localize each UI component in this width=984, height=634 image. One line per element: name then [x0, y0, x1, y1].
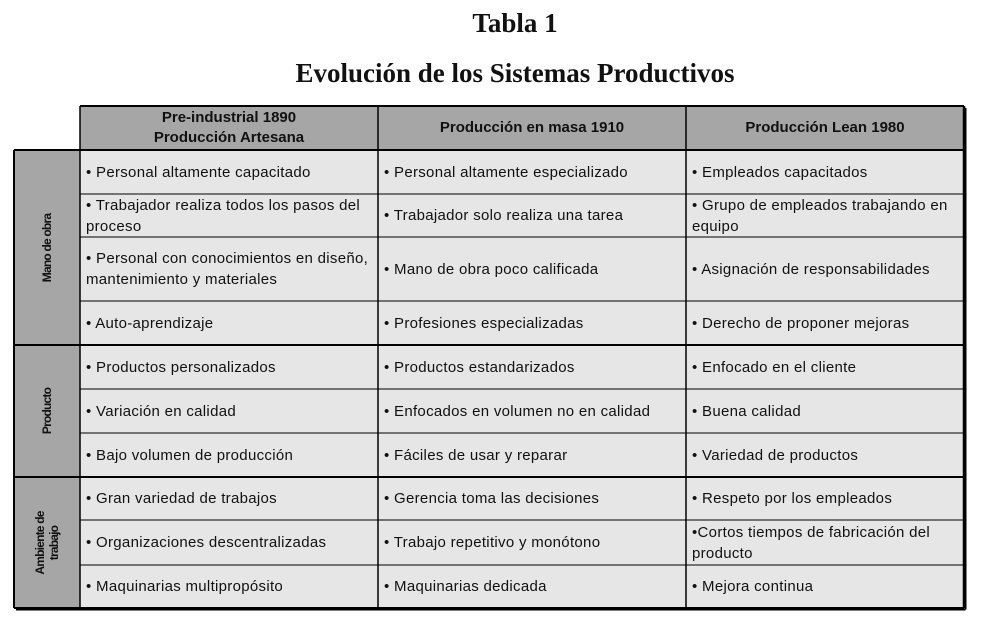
- column-header: [686, 106, 964, 150]
- column-header: [378, 106, 686, 150]
- table-number: Tabla 1: [472, 8, 558, 38]
- row-group-label-line: Mano de obra: [40, 213, 54, 282]
- row-group-label-line: trabajo: [47, 525, 61, 560]
- column-header-line: Producción en masa 1910: [439, 119, 625, 136]
- table-cell: [686, 345, 964, 389]
- row-group-label-text: [40, 213, 54, 281]
- table-cell: [378, 345, 686, 389]
- table-cell: [686, 150, 964, 194]
- table-cell: [80, 389, 378, 433]
- cell-text: • Enfocados en volumen no en calidad: [384, 402, 651, 420]
- cell-text: • Personal con conocimientos en diseño, mantenimiento y materiales: [86, 250, 369, 288]
- cell-text: • Derecho de proponer mejoras: [692, 314, 910, 332]
- table-cell: [378, 194, 686, 237]
- row-group-label: [14, 477, 80, 608]
- table-cell: [686, 433, 964, 477]
- cell-text: • Mejora continua: [692, 578, 814, 595]
- table-cell: [80, 237, 378, 301]
- row-group-label: [14, 345, 80, 477]
- cell-text: • Trabajo repetitivo y monótono: [384, 534, 601, 551]
- column-header-line: Producción Lean 1980: [745, 119, 905, 136]
- cell-text: • Respeto por los empleados: [692, 490, 893, 507]
- table-cell: [686, 301, 964, 345]
- cell-text: • Buena calidad: [692, 402, 801, 420]
- table-cell: [686, 237, 964, 301]
- cell-text: • Asignación de responsabilidades: [692, 260, 930, 278]
- table-cell: [378, 150, 686, 194]
- cell-text: • Fáciles de usar y reparar: [384, 446, 568, 464]
- cell-text: • Gerencia toma las decisiones: [384, 490, 600, 507]
- table-cell: [686, 520, 964, 565]
- table-cell: [378, 301, 686, 345]
- table-cell: [80, 433, 378, 477]
- cell-text: • Personal altamente especializado: [384, 163, 628, 181]
- table-cell: [686, 389, 964, 433]
- row-group-label-text: [33, 511, 61, 574]
- table-cell: [686, 194, 964, 237]
- table-cell: [80, 345, 378, 389]
- table-cell: [378, 433, 686, 477]
- cell-text: • Organizaciones descentralizadas: [86, 534, 327, 551]
- table-cell: [378, 389, 686, 433]
- cell-text: • Variación en calidad: [86, 402, 236, 420]
- cell-text: • Trabajador solo realiza una tarea: [384, 207, 624, 224]
- row-group-label-line: Producto: [40, 387, 54, 435]
- cell-text: • Maquinarias dedicada: [384, 578, 547, 595]
- cell-text: • Productos personalizados: [86, 358, 276, 376]
- cell-text: •Cortos tiempos de fabricación del producto: [692, 523, 931, 562]
- row-group-label-text: [40, 388, 54, 434]
- row-group-label-line: Ambiente de: [33, 510, 47, 575]
- table-cell: [80, 194, 378, 237]
- table-cell: [378, 477, 686, 520]
- cell-text: • Personal altamente capacitado: [86, 163, 311, 181]
- table-title: Evolución de los Sistemas Productivos: [295, 58, 735, 88]
- table-cell: [80, 150, 378, 194]
- row-group-label: [14, 150, 80, 345]
- cell-text: • Grupo de empleados trabajando en equipo: [692, 196, 948, 235]
- cell-text: • Empleados capacitados: [692, 163, 868, 181]
- table-cell: [378, 565, 686, 608]
- table-cell: [378, 237, 686, 301]
- table-cell: [686, 565, 964, 608]
- cell-text: • Enfocado en el cliente: [692, 358, 857, 376]
- cell-text: • Auto-aprendizaje: [86, 314, 214, 332]
- cell-text: • Maquinarias multipropósito: [86, 578, 284, 595]
- cell-text: • Variedad de productos: [692, 446, 859, 464]
- cell-text: • Profesiones especializadas: [384, 314, 584, 332]
- cell-text: • Mano de obra poco calificada: [384, 260, 599, 278]
- cell-text: • Gran variedad de trabajos: [86, 490, 277, 507]
- table-cell: [378, 520, 686, 565]
- table-cell: [80, 301, 378, 345]
- table-cell: [80, 565, 378, 608]
- cell-text: • Trabajador realiza todos los pasos del proceso: [86, 196, 361, 235]
- cell-text: • Productos estandarizados: [384, 358, 575, 376]
- table-cell: [80, 477, 378, 520]
- column-header-line: Producción Artesana: [153, 129, 305, 146]
- table-cell: [80, 520, 378, 565]
- column-header: [80, 106, 378, 150]
- table-cell: [686, 477, 964, 520]
- cell-text: • Bajo volumen de producción: [86, 446, 294, 464]
- column-header-line: Pre-industrial 1890: [161, 109, 297, 126]
